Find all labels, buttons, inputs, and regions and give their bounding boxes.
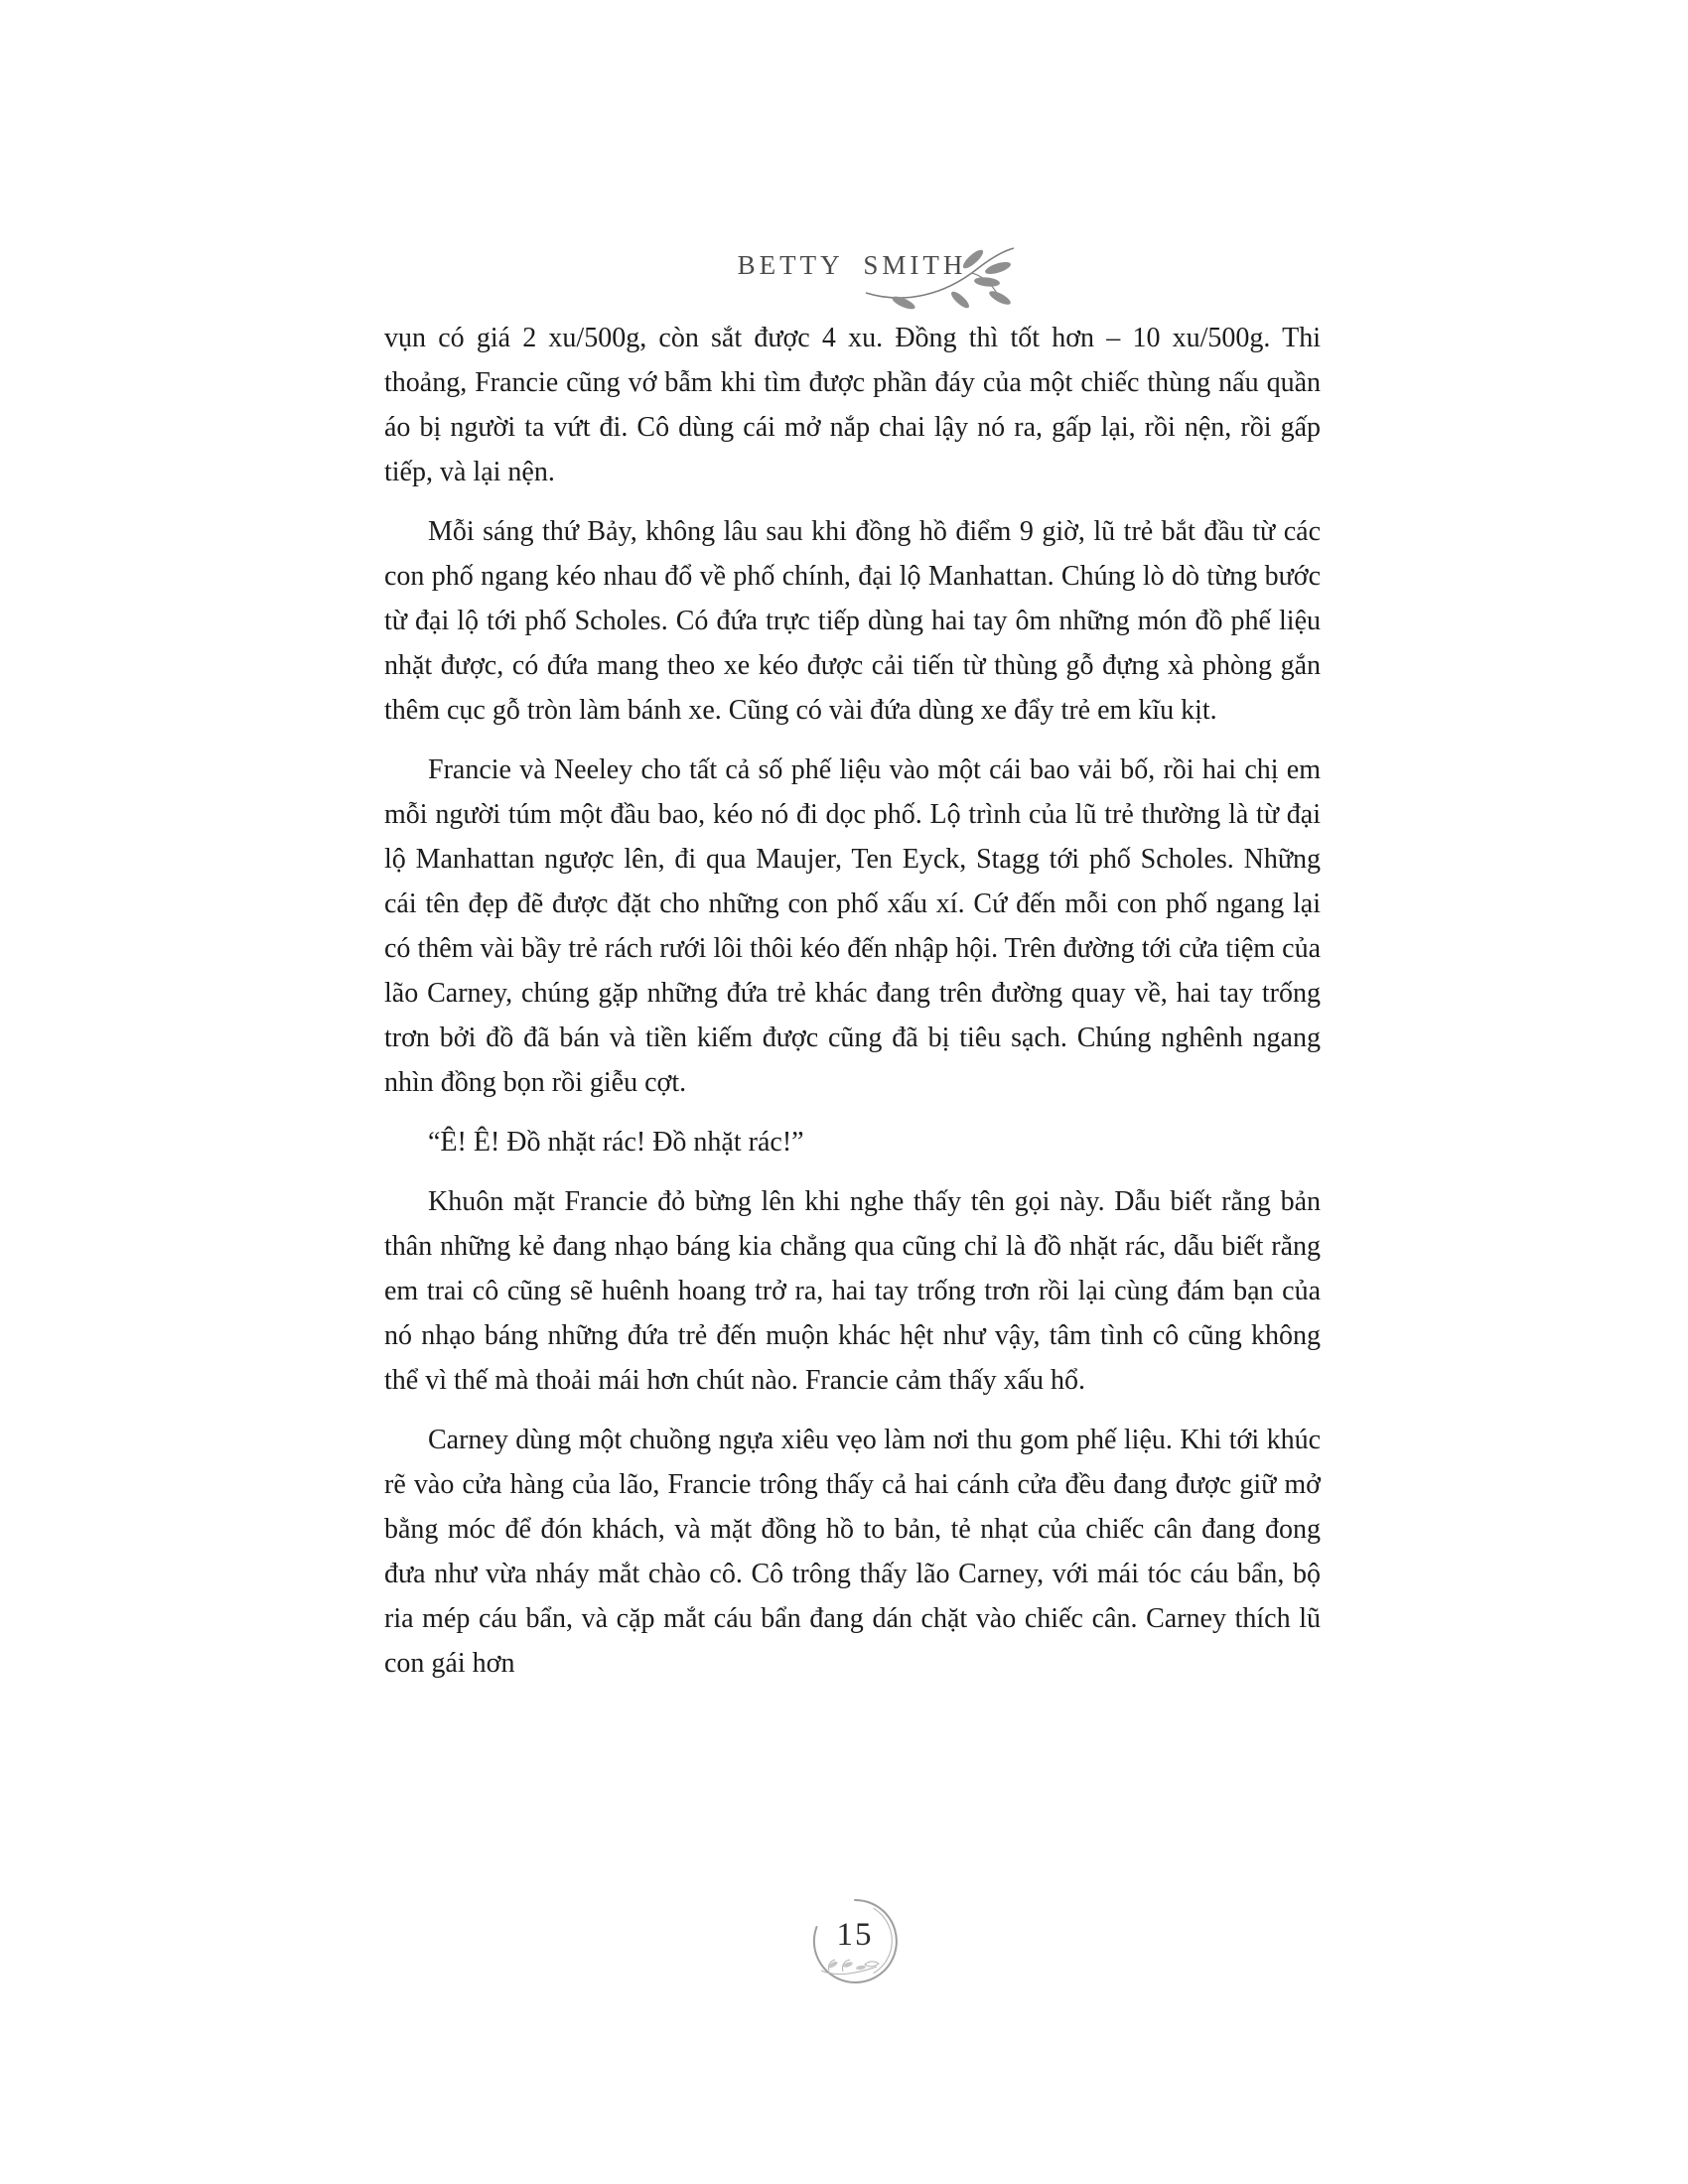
paragraph: Carney dùng một chuồng ngựa xiêu vẹo làm nơi thu gom phế liệu. Khi tới khúc rẽ vào cửa hàng của lão, Francie trông thấy cả hai cánh cửa đều đang được giữ mở bằng móc để đón khách, và mặt đồng hồ to bản, tẻ nhạt của chiếc cân đang đong đưa như vừa nháy mắt chào cô. Cô trông thấy lão Carney, với mái tóc cáu bẩn, bộ ria mép cáu bẩn, và cặp mắt cáu bẩn đang dán chặt vào chiếc cân. Carney thích lũ con gái hơn <box>384 1425 1321 1679</box>
leaf-branch-icon <box>860 245 1019 317</box>
page-number: 15 <box>836 1917 874 1953</box>
paragraph: Mỗi sáng thứ Bảy, không lâu sau khi đồng hồ điểm 9 giờ, lũ trẻ bắt đầu từ các con phố ngang kéo nhau đổ về phố chính, đại lộ Manhattan. Chúng lò dò từng bước từ đại lộ tới phố Scholes. Có đứa trực tiếp dùng hai tay ôm những món đồ phế liệu nhặt được, có đứa mang theo xe kéo được cải tiến từ thùng gỗ đựng xà phòng gắn thêm cục gỗ tròn làm bánh xe. Cũng có vài đứa dùng xe đẩy trẻ em kĩu kịt. <box>384 516 1321 726</box>
paragraph: Khuôn mặt Francie đỏ bừng lên khi nghe thấy tên gọi này. Dẫu biết rằng bản thân những kẻ đang nhạo báng kia chẳng qua cũng chỉ là đồ nhặt rác, dẫu biết rằng em trai cô cũng sẽ huênh hoang trở ra, hai tay trống trơn rồi lại cùng đám bạn của nó nhạo báng những đứa trẻ đến muộn khác hệt như vậy, tâm tình cô cũng không thể vì thế mà thoải mái hơn chút nào. Francie cảm thấy xấu hổ. <box>384 1186 1321 1396</box>
leaf-flourish-icon <box>821 1960 879 1974</box>
dialogue-line: “Ê! Ê! Đồ nhặt rác! Đồ nhặt rác!” <box>428 1127 804 1158</box>
page-header <box>0 0 1688 328</box>
paragraph: vụn có giá 2 xu/500g, còn sắt được 4 xu. Đồng thì tốt hơn – 10 xu/500g. Thi thoảng, Francie cũng vớ bẫm khi tìm được phần đáy của một chiếc thùng nấu quần áo bị người ta vứt đi. Cô dùng cái mở nắp chai lậy nó ra, gấp lại, rồi nện, rồi gấp tiếp, và lại nện. <box>384 323 1321 487</box>
paragraph: Francie và Neeley cho tất cả số phế liệu vào một cái bao vải bố, rồi hai chị em mỗi người túm một đầu bao, kéo nó đi dọc phố. Lộ trình của lũ trẻ thường là từ đại lộ Manhattan ngược lên, đi qua Maujer, Ten Eyck, Stagg tới phố Scholes. Những cái tên đẹp đẽ được đặt cho những con phố xấu xí. Cứ đến mỗi con phố ngang lại có thêm vài bầy trẻ rách rưới lôi thôi kéo đến nhập hội. Trên đường tới cửa tiệm của lão Carney, chúng gặp những đứa trẻ khác đang trên đường quay về, hai tay trống trơn bởi đồ đã bán và tiền kiếm được cũng đã bị tiêu sạch. Chúng nghênh ngang nhìn đồng bọn rồi giễu cợt. <box>384 754 1321 1098</box>
author-name: BETTY SMITH <box>737 250 967 280</box>
footer-ornament <box>799 1891 911 2002</box>
body-text <box>384 316 1321 1701</box>
